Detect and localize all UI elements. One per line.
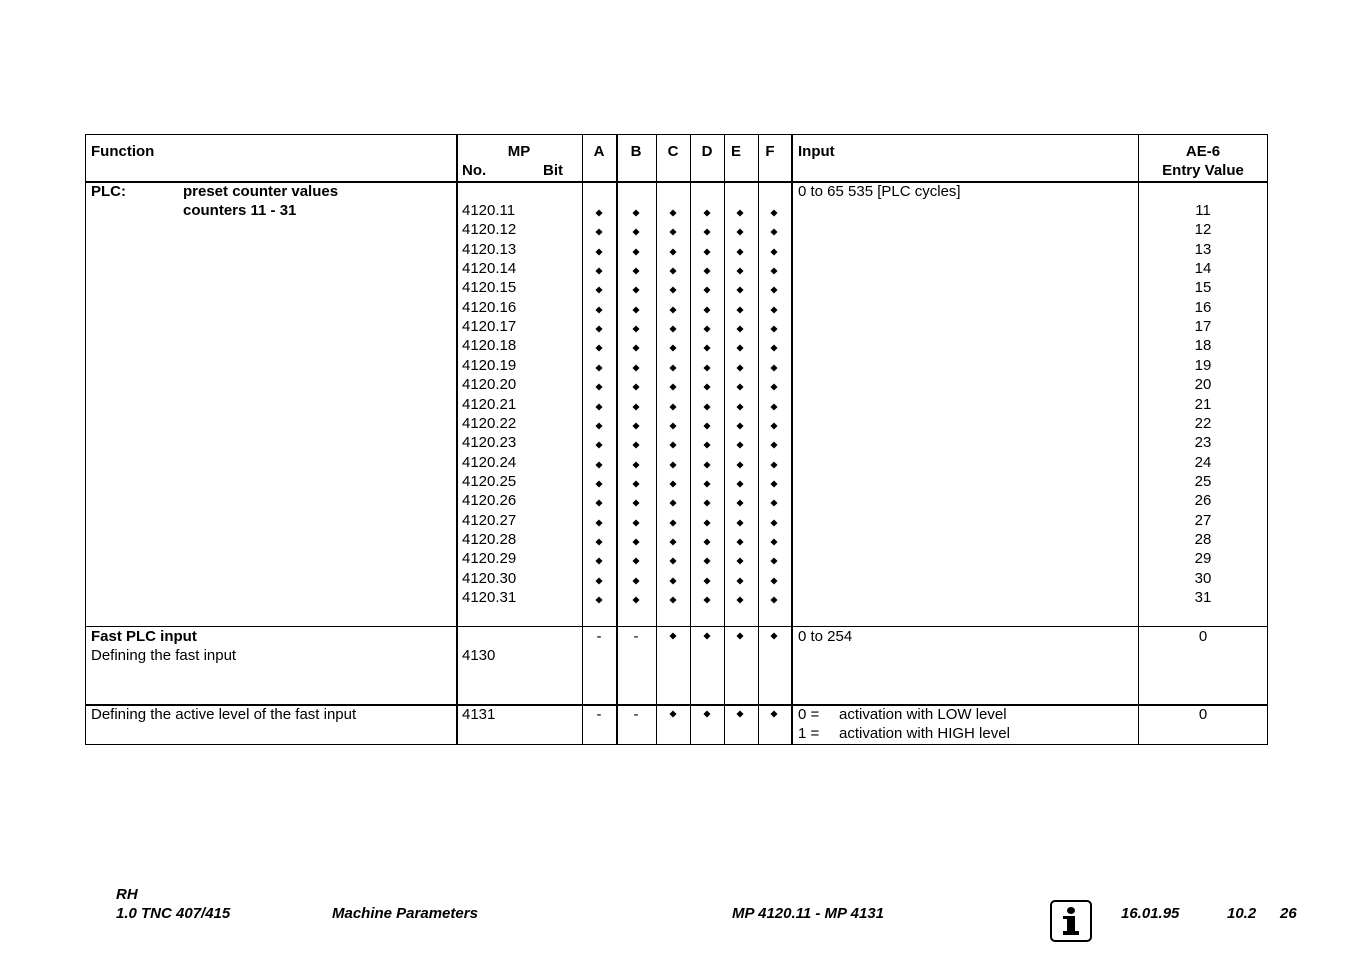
plc-row-mp: 4120.21 bbox=[462, 395, 517, 413]
plc-row-entry: 19 bbox=[1194, 356, 1212, 374]
plc-row-mp: 4120.16 bbox=[462, 298, 517, 316]
col-divider bbox=[616, 134, 618, 745]
plc-row-mp: 4120.18 bbox=[462, 337, 517, 355]
plc-row-entry: 22 bbox=[1194, 414, 1212, 432]
fast-desc-2: Defining the active level of the fast input bbox=[91, 706, 357, 723]
info-icon bbox=[1050, 900, 1092, 942]
plc-row-entry: 20 bbox=[1194, 376, 1212, 394]
plc-row-mp: 4120.31 bbox=[462, 589, 517, 606]
col-divider bbox=[456, 134, 458, 745]
fast-input-1: 0 to 254 bbox=[798, 628, 853, 645]
fast-entry-2: 0 bbox=[1198, 706, 1208, 723]
plc-row-mp: 4120.17 bbox=[462, 318, 517, 336]
col-divider bbox=[690, 134, 691, 745]
plc-row-entry: 24 bbox=[1194, 453, 1212, 471]
not-available-dash: - bbox=[596, 628, 602, 645]
footer-rh: RH bbox=[116, 886, 138, 903]
plc-row-mp: 4120.29 bbox=[462, 550, 517, 568]
fast-mp-2: 4131 bbox=[462, 706, 496, 723]
fast-input-2a-val: activation with LOW level bbox=[839, 706, 1007, 723]
plc-row-entry: 14 bbox=[1194, 260, 1212, 278]
col-divider bbox=[758, 134, 759, 745]
not-available-dash: - bbox=[633, 628, 639, 645]
header-input: Input bbox=[798, 143, 835, 160]
plc-row-entry: 12 bbox=[1194, 221, 1212, 239]
plc-input-range: 0 to 65 535 [PLC cycles] bbox=[798, 183, 961, 200]
fast-desc-1: Defining the fast input bbox=[91, 647, 237, 664]
header-col-d: D bbox=[701, 143, 713, 160]
plc-row-entry: 28 bbox=[1194, 530, 1212, 548]
plc-title-1: preset counter values bbox=[183, 183, 339, 200]
header-col-f: F bbox=[765, 143, 775, 160]
plc-row-mp: 4120.23 bbox=[462, 434, 517, 452]
plc-row-entry: 11 bbox=[1195, 202, 1211, 219]
footer-date: 16.01.95 bbox=[1121, 905, 1180, 922]
header-col-a: A bbox=[593, 143, 605, 160]
footer-version: 1.0 TNC 407/415 bbox=[116, 905, 231, 922]
fast-entry-1: 0 bbox=[1198, 628, 1208, 645]
plc-row-entry: 27 bbox=[1194, 511, 1212, 529]
col-divider bbox=[656, 134, 657, 745]
plc-row-entry: 25 bbox=[1194, 472, 1212, 490]
plc-row-mp: 4120.30 bbox=[462, 569, 517, 587]
section-divider bbox=[85, 626, 1268, 627]
footer-page: 26 bbox=[1280, 905, 1297, 922]
col-divider bbox=[582, 134, 583, 745]
plc-row-entry: 29 bbox=[1194, 550, 1212, 568]
plc-row-entry: 16 bbox=[1194, 298, 1212, 316]
plc-row-entry: 13 bbox=[1194, 240, 1212, 258]
parameter-table bbox=[85, 134, 1268, 745]
plc-row-entry: 31 bbox=[1194, 589, 1212, 606]
plc-row-entry: 18 bbox=[1194, 337, 1212, 355]
header-col-c: C bbox=[667, 143, 679, 160]
plc-row-mp: 4120.28 bbox=[462, 530, 517, 548]
header-ae6: AE-6 bbox=[1185, 143, 1221, 160]
plc-title-2: counters 11 - 31 bbox=[183, 202, 297, 219]
plc-row-entry: 30 bbox=[1194, 569, 1212, 587]
header-bit: Bit bbox=[543, 162, 563, 179]
plc-label: PLC: bbox=[91, 183, 126, 200]
plc-row-entry: 15 bbox=[1194, 279, 1212, 297]
plc-row-entry: 23 bbox=[1194, 434, 1212, 452]
fast-mp-1: 4130 bbox=[462, 647, 496, 664]
fast-input-2b-val: activation with HIGH level bbox=[839, 725, 1010, 742]
footer-range: MP 4120.11 - MP 4131 bbox=[732, 905, 885, 922]
plc-row-mp: 4120.25 bbox=[462, 472, 517, 490]
not-available-dash: - bbox=[596, 706, 602, 723]
plc-row-mp: 4120.26 bbox=[462, 492, 517, 510]
fast-input-2b-key: 1 = bbox=[798, 725, 820, 742]
plc-row-mp: 4120.14 bbox=[462, 260, 517, 278]
header-col-b: B bbox=[630, 143, 642, 160]
plc-row-entry: 17 bbox=[1194, 318, 1212, 336]
plc-row-mp: 4120.13 bbox=[462, 240, 517, 258]
header-entry-value: Entry Value bbox=[1162, 162, 1244, 179]
plc-row-entry: 21 bbox=[1194, 395, 1212, 413]
plc-row-mp: 4120.11 bbox=[462, 202, 516, 219]
header-col-e: E bbox=[730, 143, 742, 160]
plc-row-mp: 4120.24 bbox=[462, 453, 517, 471]
col-divider bbox=[791, 134, 793, 745]
plc-row-mp: 4120.19 bbox=[462, 356, 517, 374]
plc-row-mp: 4120.15 bbox=[462, 279, 517, 297]
footer-section: Machine Parameters bbox=[332, 905, 478, 922]
header-no: No. bbox=[462, 162, 487, 179]
footer-chapter: 10.2 bbox=[1227, 905, 1257, 922]
plc-row-entry: 26 bbox=[1194, 492, 1212, 510]
header-mp: MP bbox=[507, 143, 531, 160]
fast-input-2a-key: 0 = bbox=[798, 706, 820, 723]
table-border bbox=[85, 134, 1268, 745]
plc-row-mp: 4120.22 bbox=[462, 414, 517, 432]
plc-row-mp: 4120.12 bbox=[462, 221, 517, 239]
plc-row-mp: 4120.27 bbox=[462, 511, 517, 529]
col-divider bbox=[1138, 134, 1139, 745]
plc-row-mp: 4120.20 bbox=[462, 376, 517, 394]
fast-title: Fast PLC input bbox=[91, 628, 197, 645]
header-function: Function bbox=[91, 143, 155, 160]
col-divider bbox=[724, 134, 725, 745]
not-available-dash: - bbox=[633, 706, 639, 723]
